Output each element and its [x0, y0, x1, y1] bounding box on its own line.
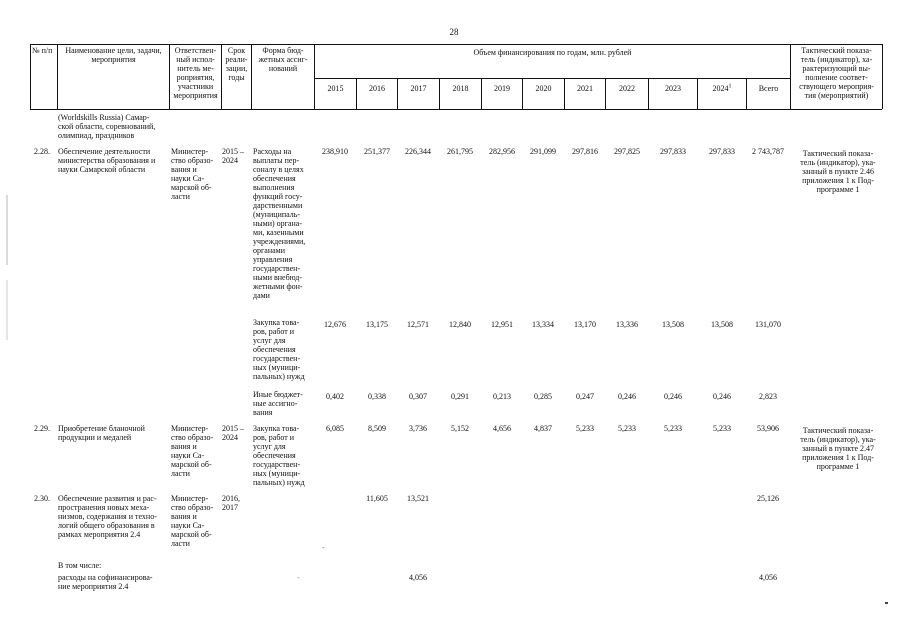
row-name: Обеспечение развития и рас- пространения новых меха- низмов, содержания и техно- логий общего образования в рамках мероприятия 2.4: [58, 494, 157, 539]
value-cell: 11,605: [366, 494, 388, 503]
value-cell: 8,509: [368, 424, 386, 433]
value-cell: 282,956: [489, 147, 515, 156]
header-year: 2022: [619, 84, 635, 93]
row-responsible: Министер- ство образо- вания и науки Са- марской об- ласти: [171, 494, 214, 548]
value-cell: 4,056: [409, 573, 427, 582]
value-cell: 13,336: [616, 320, 638, 329]
header-year: 2019: [494, 84, 510, 93]
value-cell: 261,795: [447, 147, 473, 156]
value-total: 131,070: [755, 320, 781, 329]
header-term: Срок реали- зации, годы: [225, 46, 248, 82]
value-cell: 5,233: [713, 424, 731, 433]
value-cell: 297,825: [614, 147, 640, 156]
row-term: 2015 – 2024: [222, 147, 244, 165]
value-cell: 0,246: [618, 392, 636, 401]
value-cell: 0,285: [534, 392, 552, 401]
cofinance-label: расходы на софинансирова- ние мероприятия 2.4: [58, 573, 153, 591]
value-cell: 226,344: [405, 147, 431, 156]
value-cell: 0,246: [713, 392, 731, 401]
value-cell: 0,402: [326, 392, 344, 401]
value-cell: 0,291: [451, 392, 469, 401]
header-form: Форма бюд- жетных ассиг- нований: [258, 46, 308, 73]
header-year: 2021: [577, 84, 593, 93]
value-cell: 297,833: [660, 147, 686, 156]
header-indicator: Тактический показа- тель (индикатор), ха- рактеризующий вы- полнение соответ- ствующего мероприя- тия (мероприятий): [799, 46, 874, 100]
header-year: 2020: [535, 84, 552, 93]
value-cell: 291,099: [530, 147, 556, 156]
value-cell: 5,233: [576, 424, 594, 433]
value-cell: 0,338: [368, 392, 386, 401]
value-cell: 5,233: [664, 424, 682, 433]
row-indicator: Тактический показа- тель (индикатор), ука- занный в пункте 2.46 приложения 1 к Под- программе 1: [800, 149, 876, 194]
value-total: 25,126: [757, 494, 779, 503]
value-cell: 12,840: [449, 320, 471, 329]
value-cell: 13,175: [366, 320, 388, 329]
value-total: 53,906: [757, 424, 779, 433]
scan-artifact: [6, 195, 8, 265]
value-total: 2,823: [759, 392, 777, 401]
value-cell: 6,085: [326, 424, 344, 433]
row-name: Обеспечение деятельности министерства образования и науки Самарской области: [58, 147, 156, 174]
header-responsible: Ответствен- ный испол- нитель ме- роприятия, участники мероприятия: [173, 46, 218, 100]
row-term: 2016, 2017: [222, 494, 240, 512]
value-cell: 12,951: [491, 320, 513, 329]
value-cell: 3,736: [409, 424, 427, 433]
value-cell: 13,521: [407, 494, 429, 503]
value-cell: 238,910: [322, 147, 348, 156]
header-name: Наименование цели, задачи, мероприятия: [65, 46, 162, 64]
header-finance: Объем финансирования по годам, млн. рублей: [473, 48, 632, 57]
value-cell: 251,377: [364, 147, 390, 156]
header-year-2024: 2024$^1$: [712, 83, 732, 93]
row-term: 2015 – 2024: [222, 424, 244, 442]
scan-dash: -: [297, 573, 300, 582]
header-year: 2023: [665, 84, 681, 93]
value-cell: 5,152: [451, 424, 469, 433]
value-cell: 12,676: [324, 320, 346, 329]
continuation-text: (Worldskills Russia) Самар- ской области, соревнований, олимпиад, праздников: [58, 113, 156, 140]
value-cell: 297,833: [709, 147, 735, 156]
value-cell: 13,508: [662, 320, 684, 329]
header-year: 2016: [369, 84, 385, 93]
value-cell: 5,233: [618, 424, 636, 433]
page-number: 28: [449, 27, 459, 37]
row-number: 2.28.: [34, 147, 50, 156]
value-total: 4,056: [759, 573, 777, 582]
value-cell: 297,816: [572, 147, 598, 156]
value-cell: 0,246: [664, 392, 682, 401]
scan-artifact: [6, 280, 8, 340]
row-indicator: Тактический показа- тель (индикатор), ука- занный в пункте 2.47 приложения 1 к Под- программе 1: [800, 426, 876, 471]
value-total: 2 743,787: [752, 147, 784, 156]
scan-artifact: [885, 602, 888, 604]
footnote-marker: 1: [728, 83, 732, 90]
budget-form: Закупка това- ров, работ и услуг для обеспечения государствен- ных (муници- пальных) нужд: [253, 424, 305, 487]
value-cell: 13,334: [532, 320, 554, 329]
value-cell: 0,247: [576, 392, 594, 401]
row-number: 2.29.: [34, 424, 50, 433]
header-year: 2018: [452, 84, 469, 93]
header-year: 2017: [410, 84, 427, 93]
row-number: 2.30.: [34, 494, 50, 503]
value-cell: 4,837: [534, 424, 552, 433]
value-cell: 0,307: [409, 392, 427, 401]
scan-dash: -: [322, 543, 325, 552]
header-total: Всего: [758, 84, 779, 93]
row-name: Приобретение бланочной продукции и медалей: [58, 424, 145, 442]
value-cell: 13,170: [574, 320, 596, 329]
budget-form: Иные бюджет- ные ассигно- вания: [253, 390, 303, 417]
header-no: № п/п: [32, 46, 53, 55]
including-label: В том числе:: [58, 561, 102, 570]
value-cell: 0,213: [493, 392, 511, 401]
value-cell: 13,508: [711, 320, 733, 329]
value-cell: 12,571: [407, 320, 429, 329]
row-responsible: Министер- ство образо- вания и науки Са- марской об- ласти: [171, 147, 214, 201]
budget-form: Закупка това- ров, работ и услуг для обеспечения государствен- ных (муници- пальных) нужд: [253, 318, 305, 381]
value-cell: 4,656: [493, 424, 511, 433]
header-year: 2015: [327, 84, 344, 93]
budget-form: Расходы на выплаты пер- соналу в целях обеспечения выполнения функций госу- дарственными (муниципаль- ными) органа- ми, казенными учреждениями, органами управления государствен- ными внебюд- жетными фон- дами: [253, 147, 306, 300]
row-responsible: Министер- ство образо- вания и науки Са- марской об- ласти: [171, 424, 214, 478]
